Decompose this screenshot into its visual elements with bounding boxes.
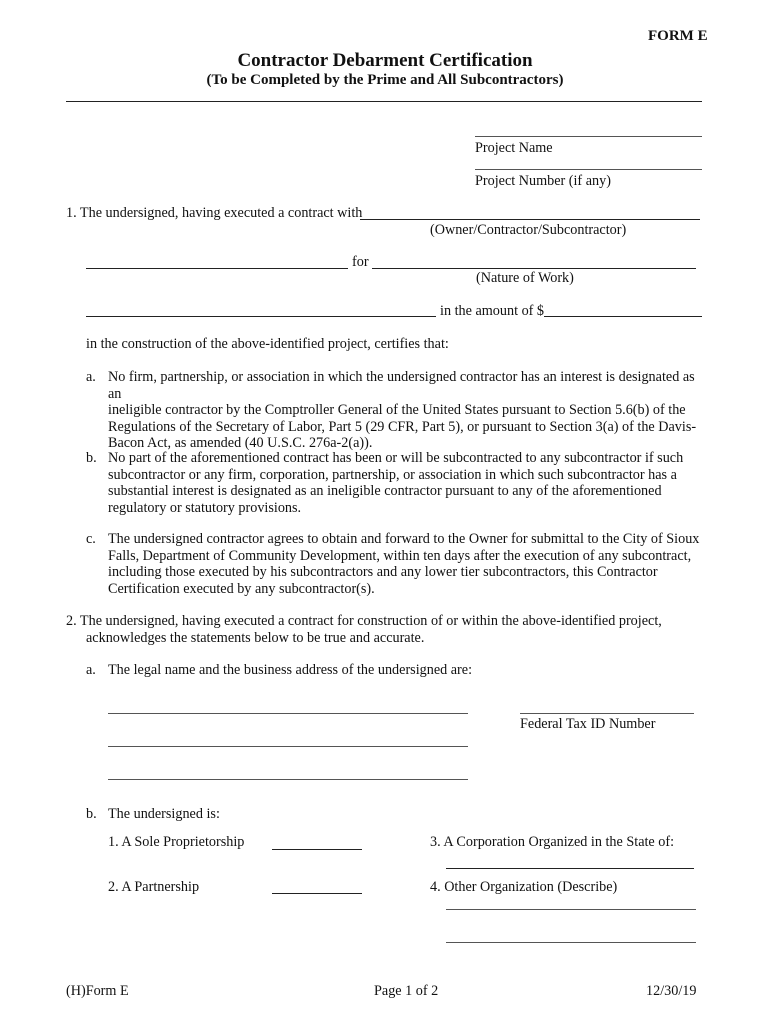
section2-a-marker: a. xyxy=(86,662,96,678)
option-other-organization: 4. Other Organization (Describe) xyxy=(430,879,618,895)
project-name-field[interactable] xyxy=(475,136,702,137)
nature-of-work-field[interactable] xyxy=(372,268,696,269)
project-name-label: Project Name xyxy=(475,140,553,156)
header-divider xyxy=(66,101,702,102)
address-line2-field[interactable] xyxy=(108,779,468,780)
section2-b-marker: b. xyxy=(86,806,97,822)
item-a-text: No firm, partnership, or association in which the undersigned contractor has an interest is designated as an ineligible contractor by the Comptroller General of the United States pursuant to Section 5.6(b) of the Regulations of the Secretary of Labor, Part 5 (29 CFR, Part 5), or pursuant to Section 3(a) of the Davis- Bacon Act, as amended (40 U.S.C. 276a-2(a)). xyxy=(108,369,697,451)
page-title: Contractor Debarment Certification xyxy=(237,50,533,71)
certifies-text: in the construction of the above-identified project, certifies that: xyxy=(86,336,449,352)
section1-intro: 1. The undersigned, having executed a contract with xyxy=(66,205,363,221)
tax-id-label: Federal Tax ID Number xyxy=(520,716,656,732)
contract-with-field[interactable] xyxy=(360,219,700,220)
partnership-field[interactable] xyxy=(272,893,362,894)
option-sole-proprietorship: 1. A Sole Proprietorship xyxy=(108,834,245,850)
address-line1-field[interactable] xyxy=(108,746,468,747)
tax-id-field[interactable] xyxy=(520,713,694,714)
other-organization-field-1[interactable] xyxy=(446,909,696,910)
item-c-marker: c. xyxy=(86,531,96,547)
section2-b-text: The undersigned is: xyxy=(108,806,220,822)
footer-page-number: Page 1 of 2 xyxy=(374,983,439,999)
option-partnership: 2. A Partnership xyxy=(108,879,200,895)
section2-intro: 2. The undersigned, having executed a contract for construction of or within the above-identified project, acknowledges the statements below to be true and accurate. xyxy=(66,613,662,646)
footer-form-id: (H)Form E xyxy=(66,983,129,999)
option-corporation: 3. A Corporation Organized in the State of: xyxy=(430,834,675,850)
section2-a-text: The legal name and the business address of the undersigned are: xyxy=(108,662,473,678)
project-description-field[interactable] xyxy=(86,316,436,317)
item-b-text: No part of the aforementioned contract has been or will be subcontracted to any subcontractor if such subcontractor or any firm, corporation, partnership, or association in which such subcontractor has a substantial interest is designated as an ineligible contractor pursuant to any of the aforementioned regulatory or statutory provisions. xyxy=(108,450,684,516)
amount-field[interactable] xyxy=(544,316,702,317)
contractor-name-field[interactable] xyxy=(86,268,348,269)
page-subtitle: (To be Completed by the Prime and All Subcontractors) xyxy=(206,72,564,88)
item-a-marker: a. xyxy=(86,369,96,385)
amount-label: in the amount of $ xyxy=(440,303,545,319)
other-organization-field-2[interactable] xyxy=(446,942,696,943)
legal-name-field[interactable] xyxy=(108,713,468,714)
sole-proprietorship-field[interactable] xyxy=(272,849,362,850)
corporation-state-field[interactable] xyxy=(446,868,694,869)
project-number-label: Project Number (if any) xyxy=(475,173,611,189)
item-b-marker: b. xyxy=(86,450,97,466)
for-label: for xyxy=(352,254,369,270)
item-c-text: The undersigned contractor agrees to obtain and forward to the Owner for submittal to the City of Sioux Falls, Department of Community Development, within ten days after the execution of any subcontract, including those executed by his subcontractors and any lower tier subcontractors, this Contractor Certification executed by any subcontractor(s). xyxy=(108,531,700,597)
footer-date: 12/30/19 xyxy=(646,983,697,999)
owner-caption: (Owner/Contractor/Subcontractor) xyxy=(430,222,627,238)
nature-caption: (Nature of Work) xyxy=(476,270,574,286)
project-number-field[interactable] xyxy=(475,169,702,170)
form-tag: FORM E xyxy=(648,28,708,44)
